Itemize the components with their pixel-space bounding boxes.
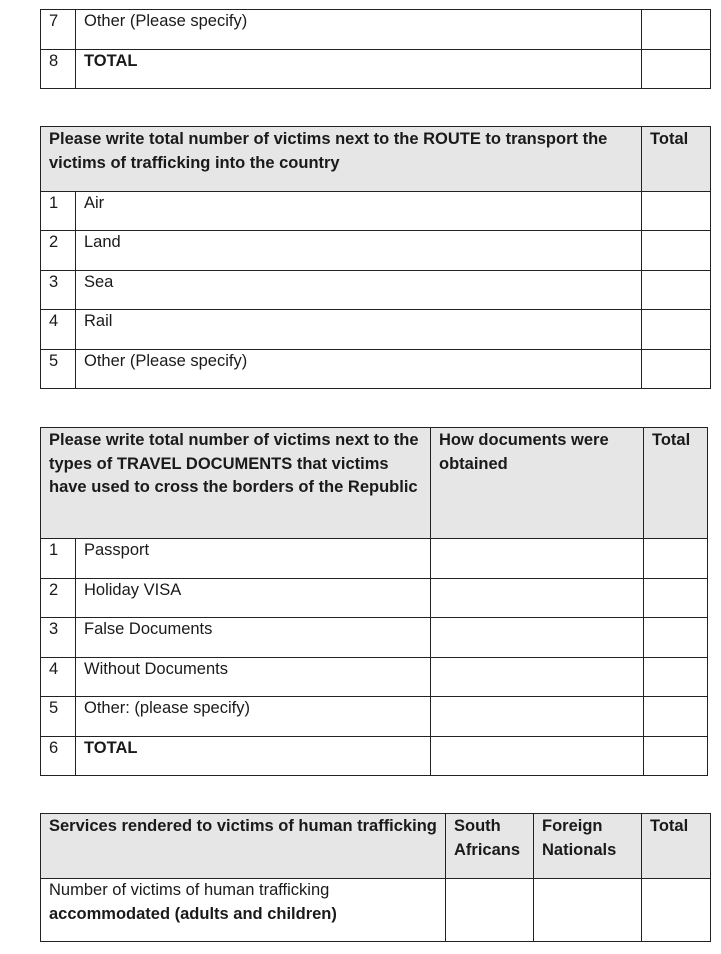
row-label: Sea	[76, 271, 642, 310]
row-number: 5	[41, 697, 76, 737]
route-header-pre: Please write total number of victims next to the	[49, 130, 424, 148]
row-number: 7	[41, 10, 76, 50]
table-row	[41, 618, 708, 658]
row-label: TOTAL	[76, 737, 431, 776]
how-obtained-header: How documents were obtained	[431, 428, 644, 539]
row-label: Land	[76, 231, 642, 271]
total-cell[interactable]	[642, 310, 711, 350]
route-header	[41, 127, 642, 192]
total-cell[interactable]	[642, 50, 711, 89]
table-row	[41, 10, 711, 50]
row-label: Passport	[76, 539, 431, 579]
row-label: Rail	[76, 310, 642, 350]
row-number: 6	[41, 737, 76, 776]
table-row	[41, 697, 708, 737]
row-number: 4	[41, 310, 76, 350]
row-label: Other (Please specify)	[76, 10, 642, 50]
table-row	[41, 350, 711, 389]
total-cell[interactable]	[644, 658, 708, 697]
accommodated-line1: Number of victims of human trafficking	[49, 881, 330, 899]
how-obtained-cell[interactable]	[431, 579, 644, 618]
total-cell[interactable]	[644, 618, 708, 658]
how-obtained-cell[interactable]	[431, 658, 644, 697]
total-table-continuation	[40, 9, 711, 89]
travel-docs-header-pre: Please write total number of victims next to the types of	[49, 431, 419, 473]
total-cell[interactable]	[644, 539, 708, 579]
row-label: Holiday VISA	[76, 579, 431, 618]
how-obtained-cell[interactable]	[431, 539, 644, 579]
row-number: 2	[41, 579, 76, 618]
table-row	[41, 192, 711, 231]
travel-docs-header-post: that victims have used to cross the borders of the Republic	[49, 454, 418, 496]
services-header: Services rendered to victims of human trafficking	[41, 814, 446, 879]
services-table	[40, 813, 711, 942]
table-row	[41, 658, 708, 697]
table-row	[41, 579, 708, 618]
south-africans-header: South Africans	[446, 814, 534, 879]
row-number: 2	[41, 231, 76, 271]
south-africans-cell[interactable]	[446, 879, 534, 942]
table-row	[41, 50, 711, 89]
route-total-header: Total	[642, 127, 711, 192]
total-cell[interactable]	[642, 231, 711, 271]
travel-docs-header	[41, 428, 431, 539]
travel-docs-total-header: Total	[644, 428, 708, 539]
row-number: 3	[41, 271, 76, 310]
row-label: TOTAL	[76, 50, 642, 89]
how-obtained-cell[interactable]	[431, 618, 644, 658]
row-number: 3	[41, 618, 76, 658]
row-label: Other (Please specify)	[76, 350, 642, 389]
row-number: 1	[41, 192, 76, 231]
row-label: Air	[76, 192, 642, 231]
travel-documents-table	[40, 427, 708, 776]
row-label: False Documents	[76, 618, 431, 658]
row-label: Without Documents	[76, 658, 431, 697]
services-header-row	[41, 814, 711, 879]
table-row	[41, 539, 708, 579]
total-cell[interactable]	[642, 879, 711, 942]
foreign-nationals-header: Foreign Nationals	[534, 814, 642, 879]
foreign-nationals-cell[interactable]	[534, 879, 642, 942]
total-cell[interactable]	[642, 10, 711, 50]
row-number: 5	[41, 350, 76, 389]
total-cell[interactable]	[642, 192, 711, 231]
row-number: 8	[41, 50, 76, 89]
row-number: 4	[41, 658, 76, 697]
table-row	[41, 231, 711, 271]
how-obtained-cell[interactable]	[431, 697, 644, 737]
row-number: 1	[41, 539, 76, 579]
table-row	[41, 879, 711, 942]
table-row	[41, 737, 708, 776]
travel-docs-header-bold: TRAVEL DOCUMENTS	[116, 454, 293, 473]
route-table	[40, 126, 711, 389]
route-header-row	[41, 127, 711, 192]
travel-docs-header-row	[41, 428, 708, 539]
route-header-post: to transport the victims of trafficking into the country	[49, 130, 608, 172]
total-cell[interactable]	[644, 737, 708, 776]
total-cell[interactable]	[644, 579, 708, 618]
total-cell[interactable]	[642, 350, 711, 389]
services-total-header: Total	[642, 814, 711, 879]
total-cell[interactable]	[644, 697, 708, 737]
route-header-bold: ROUTE	[423, 130, 481, 148]
row-label: Other: (please specify)	[76, 697, 431, 737]
total-cell[interactable]	[642, 271, 711, 310]
table-row	[41, 310, 711, 350]
accommodated-line2: accommodated (adults and children)	[49, 904, 337, 923]
table-row	[41, 271, 711, 310]
accommodated-label	[41, 879, 446, 942]
how-obtained-cell[interactable]	[431, 737, 644, 776]
